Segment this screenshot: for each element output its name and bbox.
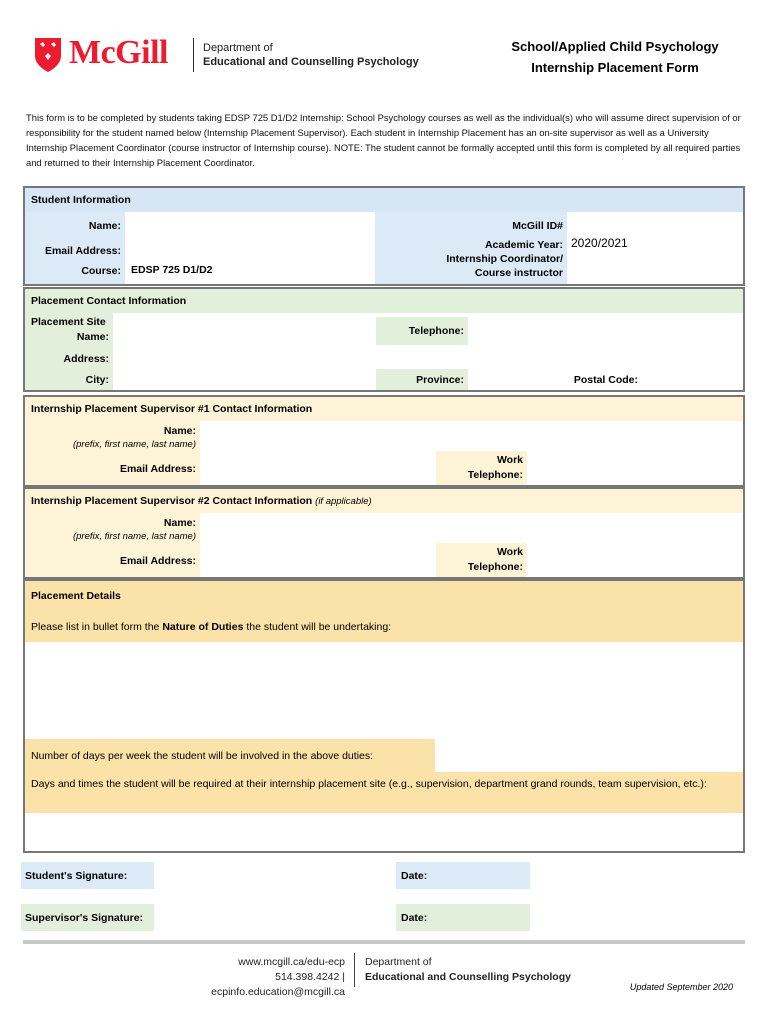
city-label: City: (25, 369, 113, 390)
coordinator-field[interactable] (567, 258, 743, 284)
footer-phone-email[interactable]: 514.398.4242 | ecpinfo.education@mcgill.ca (211, 971, 345, 998)
address-field[interactable] (113, 349, 743, 369)
supervisor-signature-field[interactable] (154, 904, 394, 931)
supervisor1-name-field[interactable] (200, 421, 743, 453)
student-info-heading: Student Information (25, 188, 743, 212)
header-dept-line1: Department of (203, 42, 273, 54)
footer-department (365, 955, 571, 985)
days-label: Number of days per week the student will be involved in the above duties: (25, 739, 435, 772)
supervisor1-heading: Internship Placement Supervisor #1 Contact Information (25, 397, 743, 421)
days-field[interactable] (435, 739, 743, 772)
form-title-line1: School/Applied Child Psychology (511, 39, 719, 54)
placement-contact-section (23, 287, 745, 392)
postal-code-field[interactable] (642, 369, 743, 390)
province-label: Province: (376, 369, 468, 390)
student-name-field[interactable] (125, 212, 375, 240)
supervisor2-heading-text: Internship Placement Supervisor #2 Contact Information (31, 495, 313, 507)
telephone-label: Telephone: (376, 317, 468, 345)
supervisor2-telephone-field[interactable] (527, 545, 743, 577)
footer-dept-line2: Educational and Counselling Psychology (365, 971, 571, 983)
supervisor2-email-field[interactable] (200, 545, 436, 577)
supervisor1-name-text: Name: (163, 425, 196, 437)
student-signature-label: Student's Signature: (21, 862, 154, 889)
supervisor2-heading (25, 489, 743, 513)
supervisor2-work-line1: Work (496, 546, 523, 558)
times-label: Days and times the student will be required at their internship placement site (e.g., supervision, department grand rounds, team supervision, etc.): (25, 772, 743, 813)
placement-contact-heading: Placement Contact Information (25, 289, 743, 313)
duties-field[interactable] (25, 642, 743, 739)
footer-rule (23, 940, 745, 944)
mcgill-wordmark: McGill (69, 34, 168, 71)
footer-web[interactable]: www.mcgill.ca/edu-ecp (238, 956, 345, 968)
supervisor2-name-text: Name: (163, 517, 196, 529)
supervisor2-email-label: Email Address: (25, 545, 200, 577)
updated-note: Updated September 2020 (629, 982, 733, 992)
student-email-field[interactable] (125, 240, 375, 262)
postal-code-label: Postal Code: (573, 373, 638, 386)
mcgill-logo (33, 36, 193, 76)
duties-suffix: the student will be undertaking: (243, 620, 392, 633)
times-field[interactable] (25, 813, 743, 851)
supervisor-signature-label: Supervisor's Signature: (21, 904, 154, 931)
placement-telephone-field[interactable] (468, 313, 743, 349)
province-field[interactable] (468, 369, 558, 390)
course-value[interactable]: EDSP 725 D1/D2 (131, 264, 213, 276)
supervisor2-name-field[interactable] (200, 513, 743, 545)
supervisor2-section (23, 487, 745, 579)
student-date-label: Date: (396, 862, 530, 889)
form-title-line2: Internship Placement Form (531, 60, 699, 75)
duties-prefix: Please list in bullet form the (31, 620, 163, 633)
supervisor1-section (23, 395, 745, 487)
site-name-field[interactable] (113, 313, 376, 349)
academic-year-value[interactable]: 2020/2021 (571, 236, 628, 250)
intro-text: This form is to be completed by students taking EDSP 725 D1/D2 Internship: School Psychology courses as well as the individual(s) who will assume direct supervision of or responsibility for the student named below (Internship Placement Supervisor). Each student in Internship Placement has an on-site supervisor as well as a University Internship Placement Coordinator (course instructor of Internship course). NOTE: The student cannot be formally accepted until this form is completed by all required parties and returned to their Internship Placement Coordinator. (26, 112, 741, 168)
supervisor1-name-hint: (prefix, first name, last name) (72, 439, 196, 450)
duties-bold: Nature of Duties (162, 620, 244, 633)
footer-contact (150, 955, 345, 1000)
coordinator-label-line1: Internship Coordinator/ (446, 253, 563, 265)
mcgill-id-label: McGill ID# (375, 212, 567, 240)
placement-details-heading: Placement Details (25, 581, 743, 611)
supervisor2-name-label (25, 513, 200, 545)
duties-prompt (25, 611, 743, 642)
city-field[interactable] (113, 369, 376, 390)
coordinator-label (375, 253, 567, 284)
student-info-section (23, 186, 745, 286)
supervisor1-telephone-field[interactable] (527, 453, 743, 485)
supervisor-date-label: Date: (396, 904, 530, 931)
email-label: Email Address: (25, 240, 125, 262)
supervisor1-name-label (25, 421, 200, 453)
course-label: Course: (25, 258, 125, 284)
supervisor1-email-label: Email Address: (25, 453, 200, 485)
supervisor1-work-label (436, 451, 527, 485)
footer-divider (354, 953, 355, 987)
name-label: Name: (25, 212, 125, 240)
header-divider (193, 38, 194, 72)
site-label-line1: Placement Site (31, 316, 106, 328)
header-department (203, 41, 419, 69)
supervisor2-heading-note: (if applicable) (315, 495, 372, 507)
supervisor1-work-line2: Telephone: (467, 469, 523, 481)
address-label: Address: (25, 349, 113, 369)
supervisor1-work-line1: Work (496, 454, 523, 466)
site-name-label (25, 313, 113, 349)
site-label-line2: Name: (76, 331, 109, 343)
student-signature-field[interactable] (154, 862, 394, 889)
header-dept-line2: Educational and Counselling Psychology (203, 56, 419, 68)
footer-dept-line1: Department of (365, 956, 432, 968)
academic-year-label: Academic Year: (375, 232, 567, 258)
form-title (470, 36, 760, 78)
supervisor1-email-field[interactable] (200, 453, 436, 485)
supervisor2-work-line2: Telephone: (467, 561, 523, 573)
placement-details-section (23, 579, 745, 853)
coordinator-label-line2: Course instructor (474, 267, 563, 279)
supervisor2-work-label (436, 543, 527, 577)
mcgill-crest-icon (33, 36, 63, 74)
supervisor2-name-hint: (prefix, first name, last name) (72, 531, 196, 542)
